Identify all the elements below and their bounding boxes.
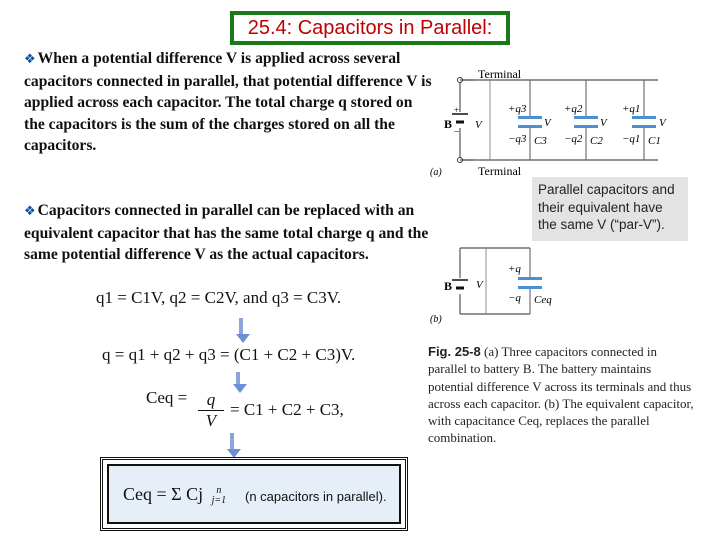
diagram-a-label: (a): [430, 167, 442, 178]
final-equation-inner: [107, 464, 401, 524]
page-title: 25.4: Capacitors in Parallel:: [247, 17, 493, 39]
cap1-voltage: V: [659, 117, 666, 129]
battery-label: B: [444, 279, 453, 293]
circuit-diagram-a: [430, 62, 680, 185]
fraction-q-over-v: [198, 390, 224, 431]
ceq-top-charge: +q: [508, 263, 521, 275]
fraction-numerator: q: [198, 390, 224, 411]
capacitor-plate: [518, 116, 542, 119]
capacitor-plate: [518, 125, 542, 128]
terminal-top-label: Terminal: [478, 67, 522, 81]
capacitor-plate: [518, 277, 542, 280]
ceq-bottom-charge: −q: [508, 292, 521, 304]
sum-upper-limit: n: [216, 484, 222, 496]
battery-plus: +: [454, 105, 460, 115]
equation-individual-charges: q1 = C1V, q2 = C2V, and q3 = C3V.: [96, 288, 342, 307]
battery-voltage: V: [475, 119, 482, 131]
summation-limits: [212, 486, 227, 506]
title-box: [230, 11, 510, 45]
battery-minus: −: [454, 127, 460, 138]
circuit-b-svg: [430, 246, 560, 328]
circuit-a-svg: [430, 62, 680, 180]
final-equation: [123, 484, 230, 506]
capacitor-plate: [574, 116, 598, 119]
cap2-label: C2: [590, 135, 603, 147]
figure-number: Fig. 25-8: [428, 344, 481, 359]
callout-par-v: Parallel capacitors and their equivalent have the same V (“par-V”).: [532, 177, 688, 241]
final-equation-box: [100, 457, 408, 531]
diamond-bullet-icon: ❖: [24, 204, 36, 219]
cap3-top-charge: +q3: [508, 103, 527, 115]
down-arrow-icon: [227, 433, 237, 458]
bullet-paragraph-2: [24, 200, 432, 266]
diagram-b-label: (b): [430, 314, 442, 325]
final-equation-text: Ceq = Σ Cj: [123, 484, 204, 504]
bullet-text-1: When a potential difference V is applied across several capacitors connected in parallel, that potential difference V is applied across each capacitor. The total charge q stored on the capacitors is the sum of the charges stored on all the capacitors.: [24, 50, 432, 155]
down-arrow-icon: [236, 318, 246, 343]
cap2-voltage: V: [600, 117, 607, 129]
battery-voltage: V: [476, 279, 483, 291]
capacitor-plate: [518, 286, 542, 289]
battery-label: B: [444, 117, 453, 131]
final-equation-note: (n capacitors in parallel).: [245, 489, 387, 504]
cap1-bottom-charge: −q1: [622, 133, 641, 145]
equation-total-charge: q = q1 + q2 + q3 = (C1 + C2 + C3)V.: [102, 345, 356, 364]
cap3-label: C3: [534, 135, 547, 147]
capacitor-plate: [632, 125, 656, 128]
bullet-text-2: Capacitors connected in parallel can be replaced with an equivalent capacitor that has the same total charge q and the same potential difference V as the actual capacitors.: [24, 202, 429, 264]
capacitor-plate: [632, 116, 656, 119]
cap3-bottom-charge: −q3: [508, 133, 527, 145]
equation-ceq-rhs: = C1 + C2 + C3,: [230, 400, 344, 419]
figure-caption-text: (a) Three capacitors connected in parallel to battery B. The battery maintains potential difference V across its terminals and thus across each capacitor. (b) The equivalent capacitor, with capacitance Ceq, replaces the parallel combination.: [428, 344, 694, 446]
cap2-top-charge: +q2: [564, 103, 583, 115]
cap2-bottom-charge: −q2: [564, 133, 583, 145]
cap1-label: C1: [648, 135, 661, 147]
equation-ceq-lhs: Ceq =: [146, 388, 188, 407]
down-arrow-icon: [233, 372, 243, 393]
terminal-bottom-label: Terminal: [478, 164, 522, 178]
figure-caption: [428, 343, 698, 447]
ceq-label: Ceq: [534, 294, 552, 306]
diamond-bullet-icon: ❖: [24, 52, 36, 67]
cap3-voltage: V: [544, 117, 551, 129]
fraction-denominator: V: [205, 411, 217, 430]
capacitor-plate: [574, 125, 598, 128]
circuit-diagram-b: [430, 246, 560, 333]
cap1-top-charge: +q1: [622, 103, 641, 115]
bullet-paragraph-1: [24, 48, 432, 157]
sum-lower-limit: j=1: [211, 494, 227, 506]
